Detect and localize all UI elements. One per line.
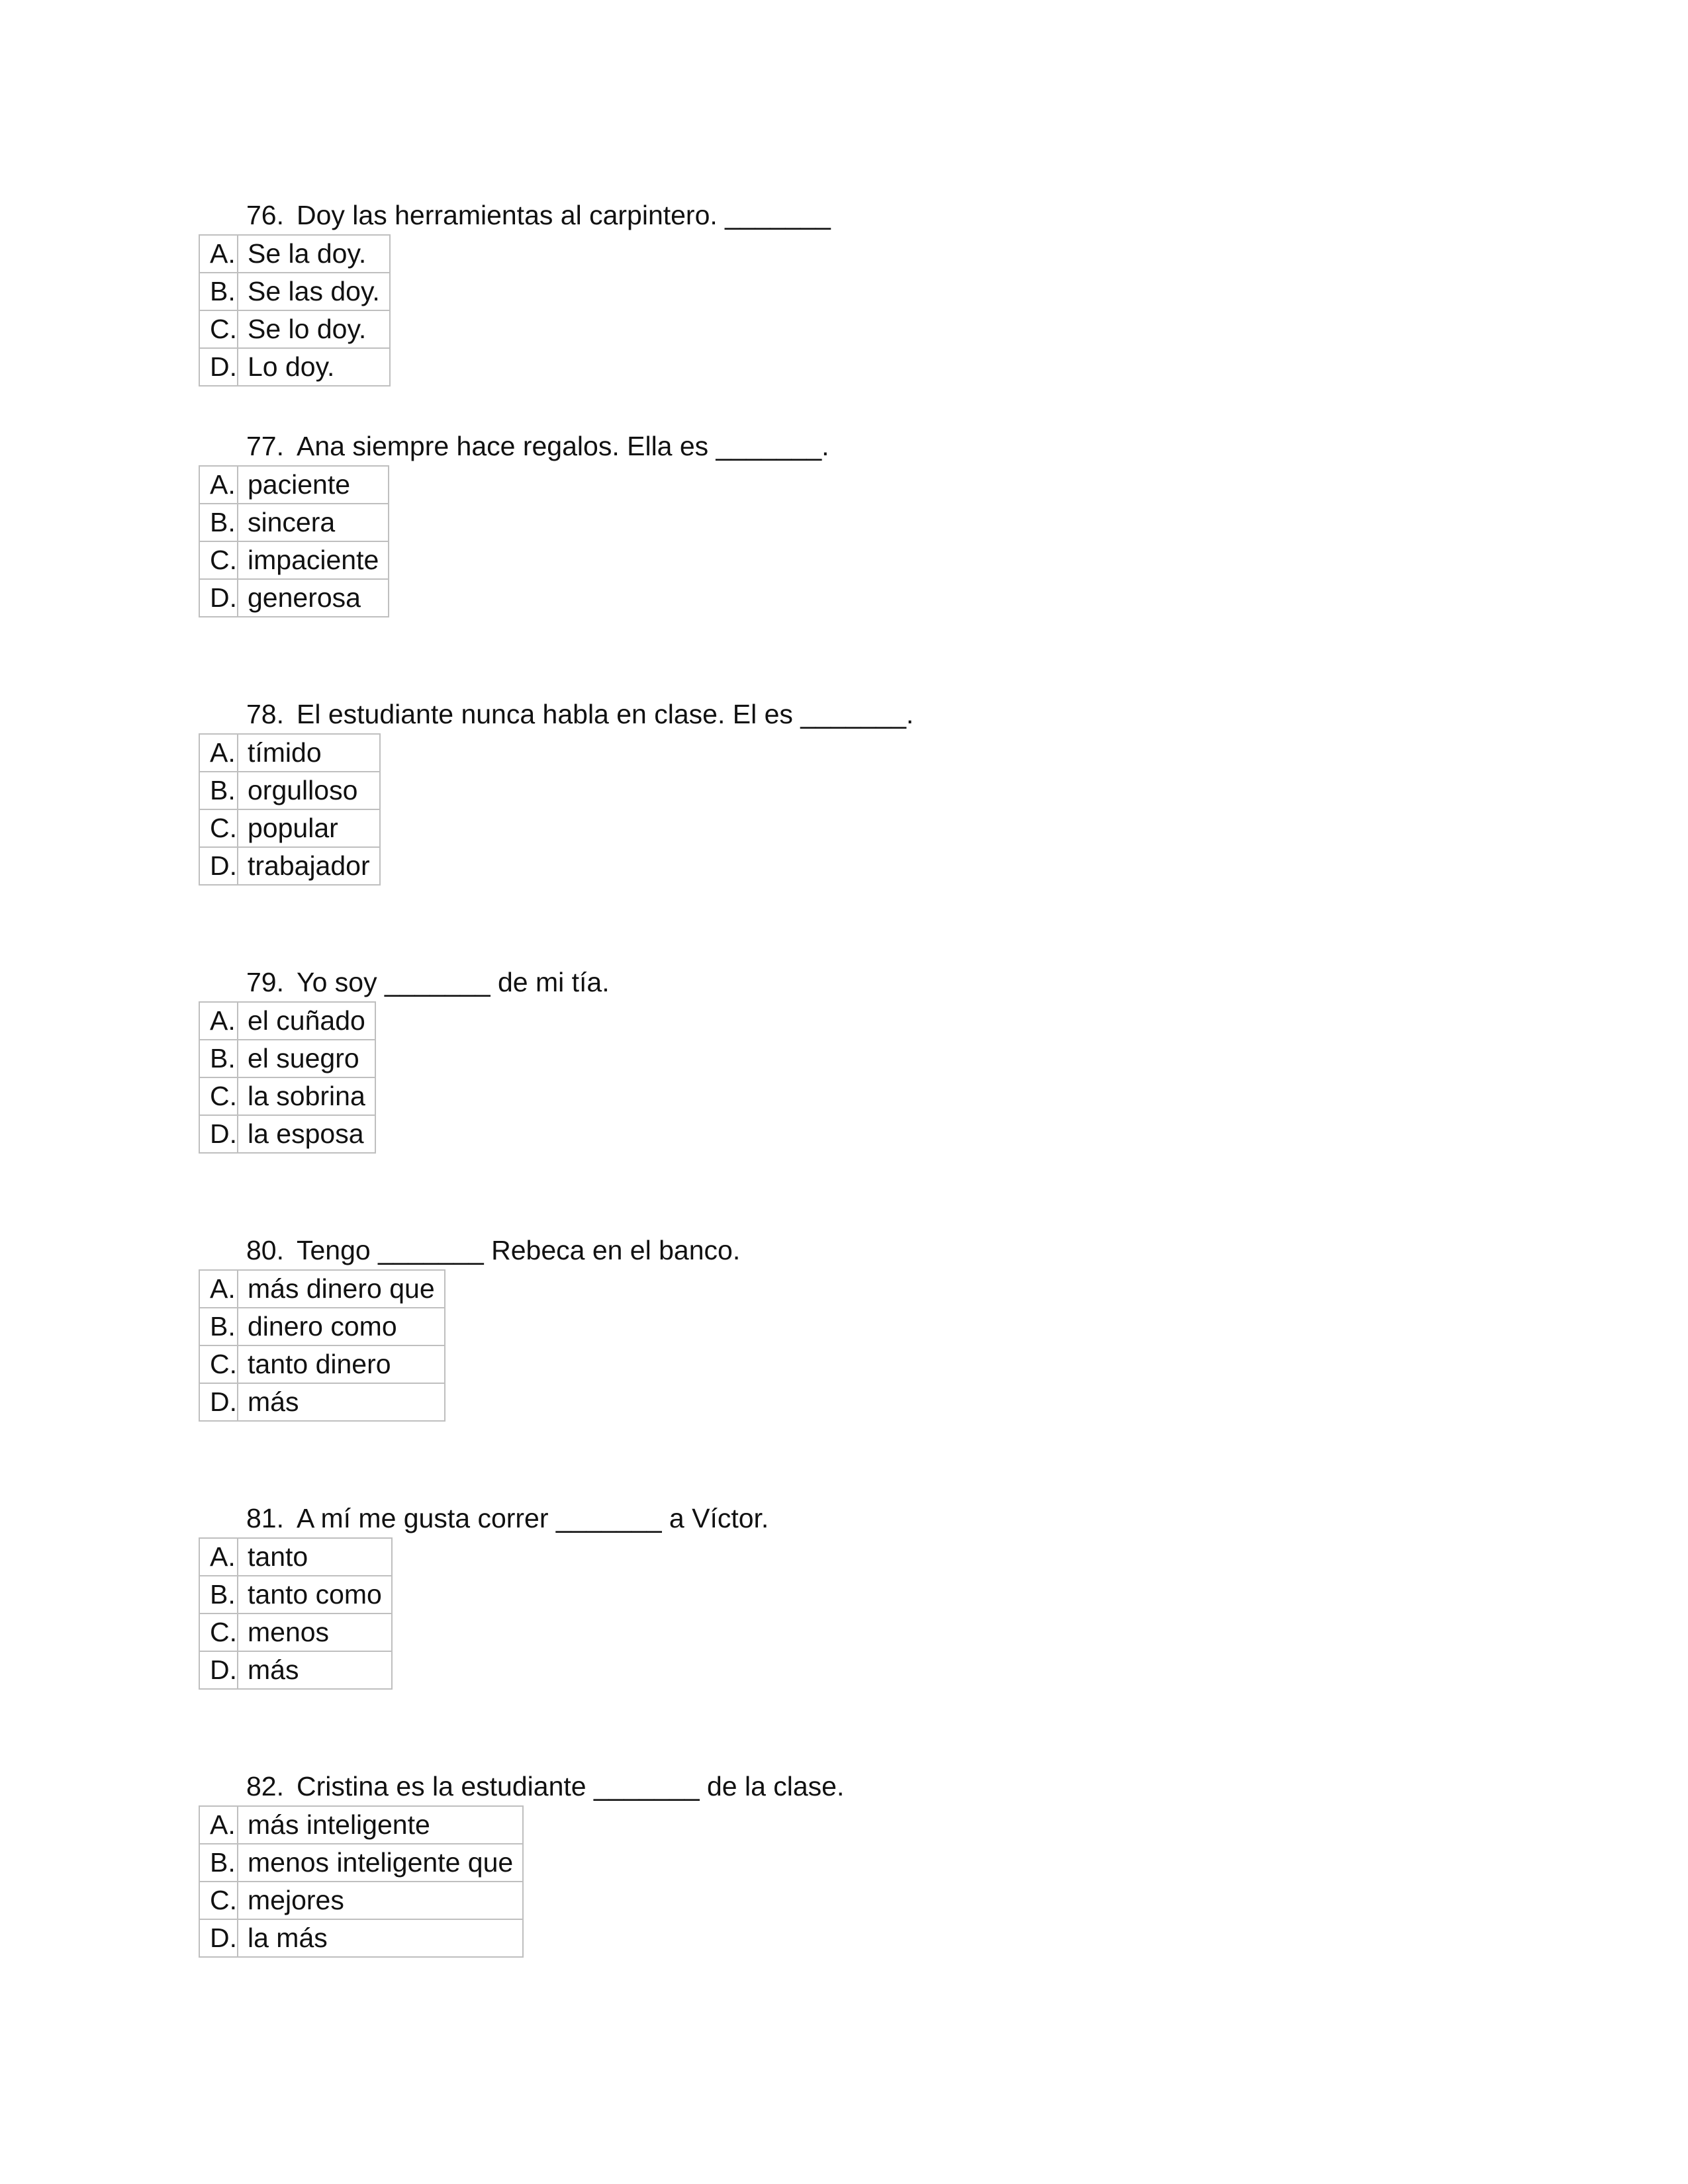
question-number: 78. [246, 699, 284, 729]
option-letter: B. [199, 772, 238, 809]
option-row[interactable] [199, 1651, 392, 1689]
option-row[interactable] [199, 310, 390, 348]
option-row[interactable] [199, 1538, 392, 1576]
option-letter: A. [199, 1002, 238, 1040]
option-text: tanto [238, 1538, 392, 1576]
question-text: A mí me gusta correr _______ a Víctor. [297, 1503, 769, 1533]
option-row[interactable] [199, 1383, 445, 1421]
option-letter: B. [199, 1576, 238, 1614]
option-text: menos [238, 1614, 392, 1651]
option-row[interactable] [199, 1040, 375, 1077]
option-letter: D. [199, 1383, 238, 1421]
option-text: el cuñado [238, 1002, 375, 1040]
question-prompt [246, 196, 831, 234]
question-text: Doy las herramientas al carpintero. _______ [297, 200, 831, 230]
option-text: generosa [238, 579, 389, 617]
option-text: paciente [238, 466, 389, 504]
option-row[interactable] [199, 1614, 392, 1651]
option-letter: C. [199, 310, 238, 348]
option-text: más [238, 1383, 445, 1421]
option-text: Se las doy. [238, 273, 390, 310]
question-number: 77. [246, 431, 284, 461]
option-letter: A. [199, 1806, 238, 1844]
option-letter: C. [199, 1345, 238, 1383]
question-prompt [246, 427, 829, 465]
option-row[interactable] [199, 235, 390, 273]
option-letter: C. [199, 541, 238, 579]
question-text: Tengo _______ Rebeca en el banco. [297, 1235, 741, 1265]
option-text: dinero como [238, 1308, 445, 1345]
option-letter: D. [199, 847, 238, 885]
option-text: la más [238, 1919, 523, 1957]
option-letter: C. [199, 1882, 238, 1919]
option-letter: D. [199, 1919, 238, 1957]
option-text: impaciente [238, 541, 389, 579]
option-row[interactable] [199, 348, 390, 386]
option-text: tanto dinero [238, 1345, 445, 1383]
option-letter: A. [199, 1538, 238, 1576]
options-table [199, 1269, 445, 1422]
option-row[interactable] [199, 809, 380, 847]
question-number: 76. [246, 200, 284, 230]
option-row[interactable] [199, 1115, 375, 1153]
option-text: la sobrina [238, 1077, 375, 1115]
option-row[interactable] [199, 579, 389, 617]
option-row[interactable] [199, 273, 390, 310]
option-letter: A. [199, 466, 238, 504]
options-table [199, 465, 389, 617]
option-row[interactable] [199, 1576, 392, 1614]
option-row[interactable] [199, 1308, 445, 1345]
option-row[interactable] [199, 504, 389, 541]
option-row[interactable] [199, 1806, 523, 1844]
question-number: 79. [246, 967, 284, 997]
option-letter: B. [199, 273, 238, 310]
option-text: orgulloso [238, 772, 380, 809]
option-letter: B. [199, 1308, 238, 1345]
option-letter: C. [199, 1077, 238, 1115]
option-row[interactable] [199, 1077, 375, 1115]
option-row[interactable] [199, 1345, 445, 1383]
option-text: trabajador [238, 847, 380, 885]
option-row[interactable] [199, 734, 380, 772]
options-table [199, 1805, 524, 1958]
option-row[interactable] [199, 1002, 375, 1040]
option-text: el suegro [238, 1040, 375, 1077]
option-text: mejores [238, 1882, 523, 1919]
question-number: 80. [246, 1235, 284, 1265]
option-letter: B. [199, 1040, 238, 1077]
question-prompt [246, 1767, 844, 1805]
option-letter: C. [199, 809, 238, 847]
options-table [199, 234, 391, 387]
option-row[interactable] [199, 1882, 523, 1919]
option-letter: D. [199, 579, 238, 617]
option-letter: A. [199, 1270, 238, 1308]
option-text: menos inteligente que [238, 1844, 523, 1882]
question-prompt [246, 963, 610, 1001]
question-prompt [246, 1231, 740, 1269]
options-table [199, 1001, 376, 1154]
option-letter: B. [199, 1844, 238, 1882]
options-table [199, 1537, 393, 1690]
option-letter: D. [199, 348, 238, 386]
question-number: 82. [246, 1771, 284, 1801]
option-row[interactable] [199, 1270, 445, 1308]
question-text: Yo soy _______ de mi tía. [297, 967, 610, 997]
option-row[interactable] [199, 847, 380, 885]
question-text: Ana siempre hace regalos. Ella es _______. [297, 431, 829, 461]
question-text: El estudiante nunca habla en clase. El es _______. [297, 699, 914, 729]
option-text: la esposa [238, 1115, 375, 1153]
option-row[interactable] [199, 541, 389, 579]
option-row[interactable] [199, 1919, 523, 1957]
question-number: 81. [246, 1503, 284, 1533]
option-letter: B. [199, 504, 238, 541]
option-text: popular [238, 809, 380, 847]
option-text: Se la doy. [238, 235, 390, 273]
option-letter: D. [199, 1115, 238, 1153]
question-prompt [246, 1499, 769, 1537]
option-letter: A. [199, 734, 238, 772]
option-text: Se lo doy. [238, 310, 390, 348]
option-letter: A. [199, 235, 238, 273]
option-letter: C. [199, 1614, 238, 1651]
option-row[interactable] [199, 772, 380, 809]
option-text: tanto como [238, 1576, 392, 1614]
option-text: más inteligente [238, 1806, 523, 1844]
option-text: sincera [238, 504, 389, 541]
option-text: más [238, 1651, 392, 1689]
option-text: tímido [238, 734, 380, 772]
question-text: Cristina es la estudiante _______ de la clase. [297, 1771, 845, 1801]
question-prompt [246, 695, 914, 733]
option-text: más dinero que [238, 1270, 445, 1308]
options-table [199, 733, 381, 886]
option-row[interactable] [199, 1844, 523, 1882]
option-letter: D. [199, 1651, 238, 1689]
option-text: Lo doy. [238, 348, 390, 386]
option-row[interactable] [199, 466, 389, 504]
